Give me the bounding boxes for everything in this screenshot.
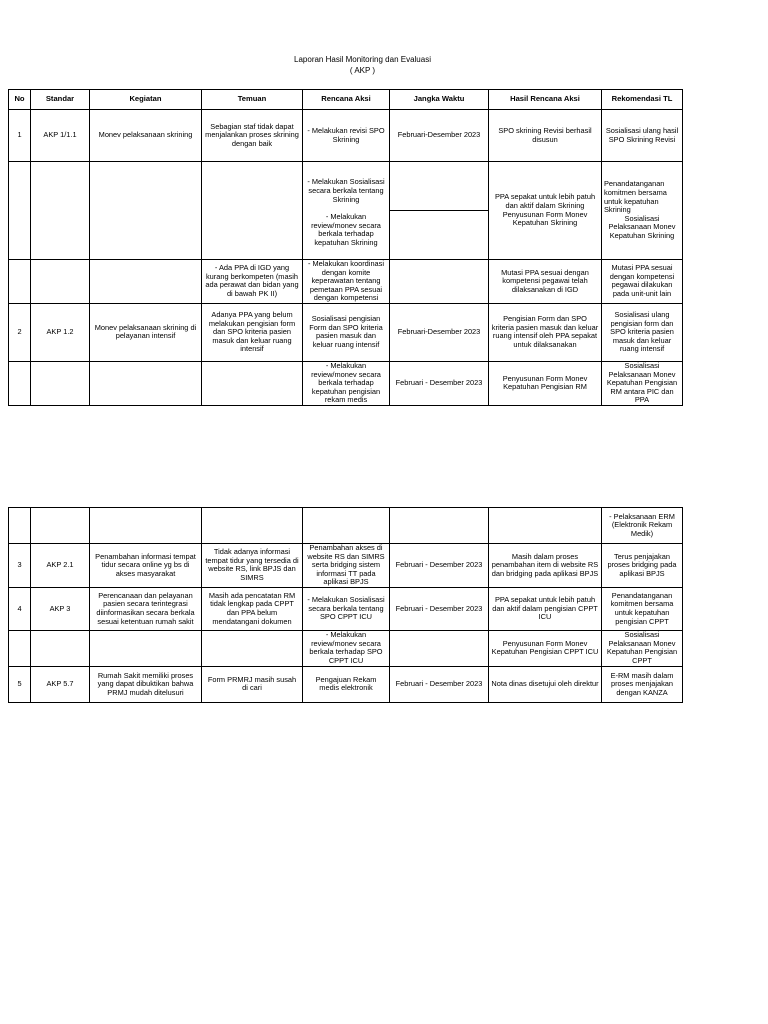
table-row (9, 630, 683, 666)
cell-rekomendasi-tl: Sosialisasi ulang hasil SPO Skrining Revisi (602, 110, 683, 162)
table-row (9, 508, 683, 544)
cell-hasil-rencana-aksi: Penyusunan Form Monev Kepatuhan Pengisian RM (489, 361, 602, 405)
cell-rekomendasi-tl: Sosialisasi ulang pengisian form dan SPO kriteria pasien masuk dan keluar ruang intensif (602, 303, 683, 361)
hasil-upper: PPA sepakat untuk lebih patuh dan aktif dalam Skrining (494, 192, 596, 210)
cell-kegiatan (90, 162, 202, 260)
cell-jangka-waktu: Februari - Desember 2023 (390, 666, 489, 702)
cell-standar (31, 260, 90, 304)
cell-standar (31, 162, 90, 260)
cell-standar (31, 630, 90, 666)
cell-rencana-aksi: - Melakukan revisi SPO Skrining (303, 110, 390, 162)
cell-rencana-aksi (303, 508, 390, 544)
cell-temuan: Masih ada pencatatan RM tidak lengkap pada CPPT dan PPA belum mendatangani dokumen (202, 587, 303, 630)
cell-rencana-aksi: - Melakukan Sosialisasi secara berkala tentang SPO CPPT ICU (303, 587, 390, 630)
cell-no (9, 630, 31, 666)
cell-rekomendasi-tl: Penandatanganan komitmen bersama untuk kepatuhan pengisian CPPT (602, 587, 683, 630)
cell-hasil-rencana-aksi: Pengisian Form dan SPO kriteria pasien masuk dan keluar ruang intensif oleh PPA sepakat untuk dilaksanakan (489, 303, 602, 361)
cell-no: 5 (9, 666, 31, 702)
cell-standar: AKP 5.7 (31, 666, 90, 702)
cell-rencana-aksi: Penambahan akses di website RS dan SIMRS serta bridging sistem informasi TT pada aplikasi BPJS (303, 544, 390, 588)
table-row (9, 666, 683, 702)
table-row (9, 587, 683, 630)
cell-kegiatan: Penambahan informasi tempat tidur secara online yg bs di akses masyarakat (90, 544, 202, 588)
cell-kegiatan (90, 361, 202, 405)
cell-temuan: Tidak adanya informasi tempat tidur yang tersedia di website RS, link BPJS dan SIMRS (202, 544, 303, 588)
col-header-temuan: Temuan (202, 90, 303, 110)
report-title: Laporan Hasil Monitoring dan Evaluasi (294, 55, 431, 64)
cell-rencana-aksi: - Melakukan koordinasi dengan komite keperawatan tentang pemetaan PPA sesuai dengan kompetensi (303, 260, 390, 304)
cell-no: 1 (9, 110, 31, 162)
cell-no (9, 508, 31, 544)
cell-no: 3 (9, 544, 31, 588)
cell-kegiatan: Monev pelaksanaan skrining di pelayanan intensif (90, 303, 202, 361)
cell-temuan: Form PRMRJ masih susah di cari (202, 666, 303, 702)
rencana-aksi-sosialisasi: - Melakukan Sosialisasi secara berkala tentang Skrining (307, 177, 385, 204)
cell-jangka-waktu (390, 162, 489, 260)
cell-rencana-aksi: - Melakukan review/monev secara berkala terhadap SPO CPPT ICU (303, 630, 390, 666)
cell-hasil-rencana-aksi: Penyusunan Form Monev Kepatuhan Pengisian CPPT ICU (489, 630, 602, 666)
col-header-kegiatan: Kegiatan (90, 90, 202, 110)
cell-rencana-aksi (303, 162, 390, 260)
table-row (9, 303, 683, 361)
monitoring-table-page-2 (8, 507, 683, 703)
col-header-jangka-waktu: Jangka Waktu (390, 90, 489, 110)
col-header-rencana-aksi: Rencana Aksi (303, 90, 390, 110)
cell-kegiatan: Rumah Sakit memiliki proses yang dapat dibuktikan bahwa PRMJ mudah ditelusuri (90, 666, 202, 702)
cell-hasil-rencana-aksi: Mutasi PPA sesuai dengan kompetensi pegawai telah dilaksanakan di IGD (489, 260, 602, 304)
col-header-no: No (9, 90, 31, 110)
cell-jangka-waktu: Februari-Desember 2023 (390, 303, 489, 361)
cell-jangka-waktu (390, 260, 489, 304)
cell-jangka-waktu: Februari - Desember 2023 (390, 587, 489, 630)
cell-kegiatan (90, 508, 202, 544)
cell-no (9, 162, 31, 260)
cell-temuan (202, 508, 303, 544)
cell-temuan: Adanya PPA yang belum melakukan pengisian form dan SPO kriteria pasien masuk dan keluar ruang intensif (202, 303, 303, 361)
cell-hasil-rencana-aksi: PPA sepakat untuk lebih patuh dan aktif dalam pengisian CPPT ICU (489, 587, 602, 630)
cell-rekomendasi-tl: E-RM masih dalam proses menjajakan dengan KANZA (602, 666, 683, 702)
hasil-lower: Penyusunan Form Monev Kepatuhan Skrining (502, 209, 588, 228)
cell-hasil-rencana-aksi (489, 508, 602, 544)
cell-rekomendasi-tl (602, 162, 683, 260)
cell-kegiatan (90, 630, 202, 666)
cell-kegiatan: Perencanaan dan pelayanan pasien secara terintegrasi diinformasikan secara berkala sesuai ketentuan rumah sakit (90, 587, 202, 630)
table-header-row (9, 90, 683, 110)
report-subtitle: ( AKP ) (349, 66, 376, 75)
cell-no: 4 (9, 587, 31, 630)
cell-hasil-rencana-aksi: SPO skrining Revisi berhasil disusun (489, 110, 602, 162)
cell-kegiatan (90, 260, 202, 304)
rencana-aksi-review: - Melakukan review/monev secara berkala terhadap kepatuhan Skrining (311, 212, 381, 247)
cell-temuan (202, 162, 303, 260)
col-header-standar: Standar (31, 90, 90, 110)
rekomendasi-lower: Sosialisasi Pelaksanaan Monev Kepatuhan Skrining (608, 213, 676, 240)
cell-temuan: - Ada PPA di IGD yang kurang berkompeten (masih ada perawat dan bidan yang di bawah PK II) (202, 260, 303, 304)
cell-standar (31, 508, 90, 544)
monitoring-table-page-1 (8, 89, 683, 406)
cell-no: 2 (9, 303, 31, 361)
cell-no (9, 260, 31, 304)
cell-rekomendasi-tl: Terus penjajakan proses bridging pada aplikasi BPJS (602, 544, 683, 588)
cell-hasil-rencana-aksi: Nota dinas disetujui oleh direktur (489, 666, 602, 702)
cell-jangka-waktu (390, 630, 489, 666)
cell-rencana-aksi: Pengajuan Rekam medis elektronik (303, 666, 390, 702)
col-header-rekomendasi-tl: Rekomendasi TL (602, 90, 683, 110)
table-row (9, 110, 683, 162)
cell-rekomendasi-tl: Sosialisasi Pelaksanaan Monev Kepatuhan Pengisian RM antara PIC dan PPA (602, 361, 683, 405)
cell-kegiatan: Monev pelaksanaan skrining (90, 110, 202, 162)
jangka-waktu-lower (390, 210, 488, 211)
rekomendasi-upper: Penandatanganan komitmen bersama untuk kepatuhan Skrining (604, 179, 667, 215)
cell-no (9, 361, 31, 405)
cell-standar: AKP 2.1 (31, 544, 90, 588)
cell-rekomendasi-tl: Mutasi PPA sesuai dengan kompetensi pegawai dilakukan pada unit-unit lain (602, 260, 683, 304)
cell-rencana-aksi: Sosialisasi pengisian Form dan SPO kriteria pasien masuk dan keluar ruang intensif (303, 303, 390, 361)
cell-standar: AKP 1/1.1 (31, 110, 90, 162)
cell-rekomendasi-tl: - Pelaksanaan ERM (Elektronik Rekam Medik) (602, 508, 683, 544)
cell-standar: AKP 1.2 (31, 303, 90, 361)
cell-standar (31, 361, 90, 405)
table-row (9, 544, 683, 588)
cell-hasil-rencana-aksi (489, 162, 602, 260)
cell-temuan (202, 630, 303, 666)
cell-rekomendasi-tl: Sosialisasi Pelaksanaan Monev Kepatuhan Pengisian CPPT (602, 630, 683, 666)
cell-jangka-waktu: Februari - Desember 2023 (390, 361, 489, 405)
cell-temuan: Sebagian staf tidak dapat menjalankan proses skrining dengan baik (202, 110, 303, 162)
table-row (9, 162, 683, 260)
cell-jangka-waktu: Februari-Desember 2023 (390, 110, 489, 162)
col-header-hasil-rencana-aksi: Hasil Rencana Aksi (489, 90, 602, 110)
cell-standar: AKP 3 (31, 587, 90, 630)
cell-temuan (202, 361, 303, 405)
cell-jangka-waktu: Februari - Desember 2023 (390, 544, 489, 588)
cell-jangka-waktu (390, 508, 489, 544)
cell-rencana-aksi: - Melakukan review/monev secara berkala terhadap kepatuhan pengisian rekam medis (303, 361, 390, 405)
table-row (9, 361, 683, 405)
cell-hasil-rencana-aksi: Masih dalam proses penambahan item di website RS dan bridging pada aplikasi BPJS (489, 544, 602, 588)
table-row (9, 260, 683, 304)
